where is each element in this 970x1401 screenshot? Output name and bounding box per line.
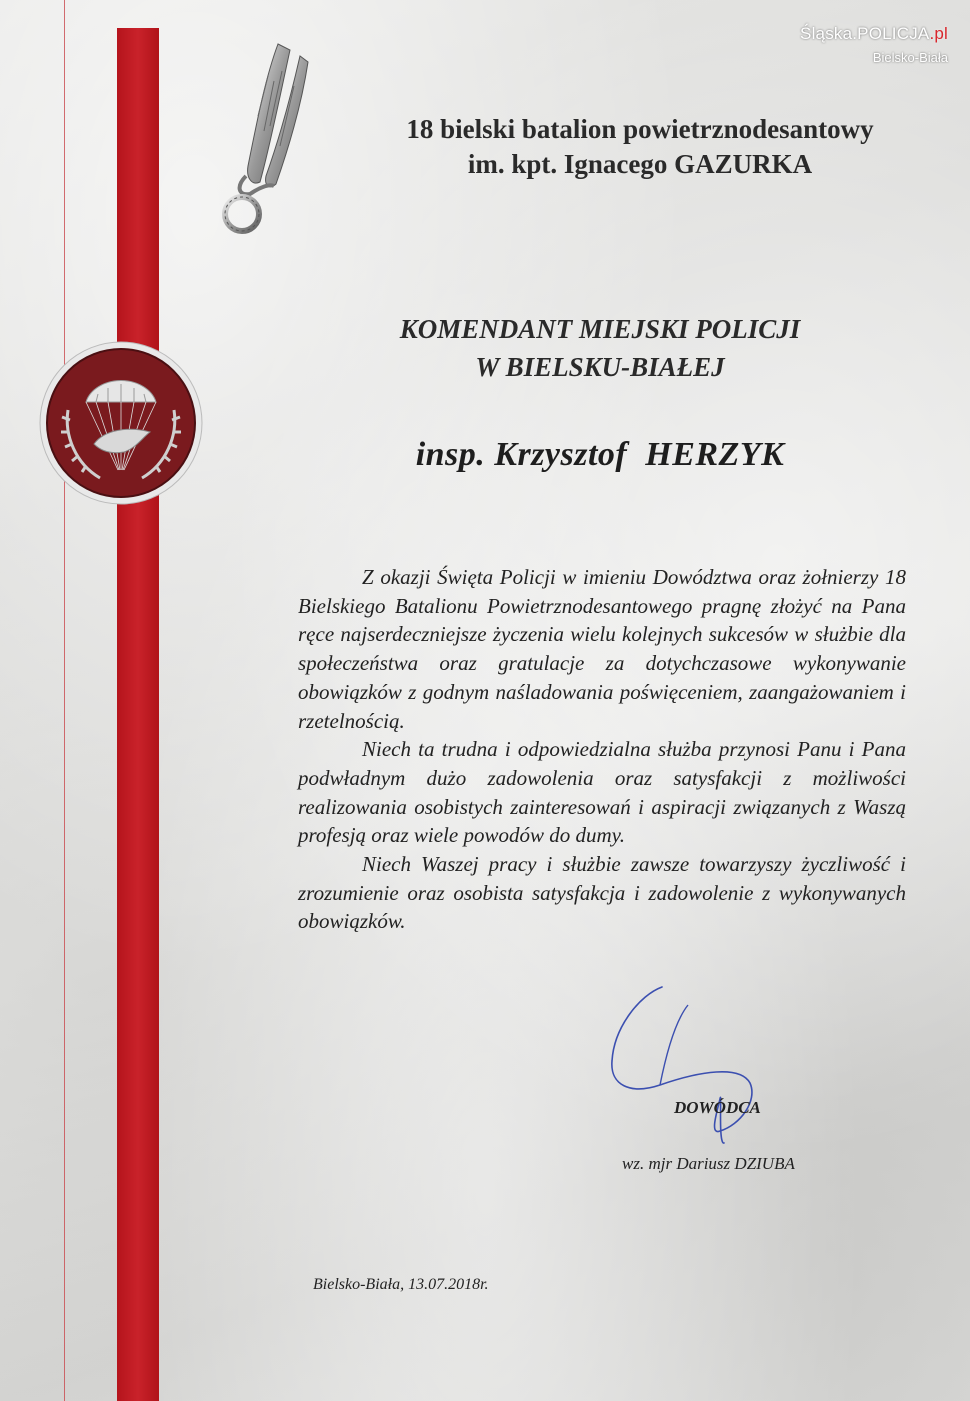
red-margin-line [64, 0, 65, 1401]
unit-header [300, 112, 970, 182]
site-watermark [800, 24, 948, 65]
letter-paragraph: Niech ta trudna i odpowiedzialna służba przynosi Panu i Pana podwładnym dużo zadowolenia oraz satysfakcji z możliwości realizowania osobistych zainteresowań i aspiracji związanych z Waszą profesją oraz wiele powodów do dumy. [298, 737, 906, 848]
unit-patron: im. kpt. Ignacego GAZURKA [467, 149, 813, 179]
recipient-office: KOMENDANT MIEJSKI POLICJI [399, 314, 801, 344]
recipient-name: insp. Krzysztof HERZYK [415, 436, 785, 473]
recipient-city: W BIELSKU-BIAŁEJ [475, 352, 725, 382]
handwritten-signature [600, 975, 780, 1150]
parachute-emblem-icon [38, 340, 204, 506]
unit-name: 18 bielski batalion powietrznodesantowy [406, 114, 874, 144]
signer-name: wz. mjr Dariusz DZIUBA [622, 1154, 795, 1173]
recipient-title [300, 310, 900, 386]
letter-body [298, 563, 906, 936]
letter-paragraph: Z okazji Święta Policji w imieniu Dowództwa oraz żołnierzy 18 Bielskiego Batalionu Powietrznodesantowego pragnę złożyć na Pana ręce najserdeczniejsze życzenia wielu kolejnych sukcesów w służbie dla społeczeństwa oraz gratulacje za dotychczasowe wykonywanie obowiązków z godnym naśladowania poświęceniem, zaangażowaniem i rzetelnością. [298, 565, 906, 733]
site-watermark-city: Bielsko-Biała [872, 50, 948, 65]
red-ribbon [117, 28, 159, 1401]
place-and-date: Bielsko-Biała, 13.07.2018r. [313, 1276, 489, 1293]
signoff-title: DOWÓDCA [674, 1098, 761, 1117]
letter-paragraph: Niech Waszej pracy i służbie zawsze towarzyszy życzliwość i zrozumienie oraz osobista satysfakcja i zadowolenie z wykonywanych obowiązków. [298, 852, 906, 934]
site-watermark-name: Śląska.POLICJA.pl [800, 24, 948, 43]
